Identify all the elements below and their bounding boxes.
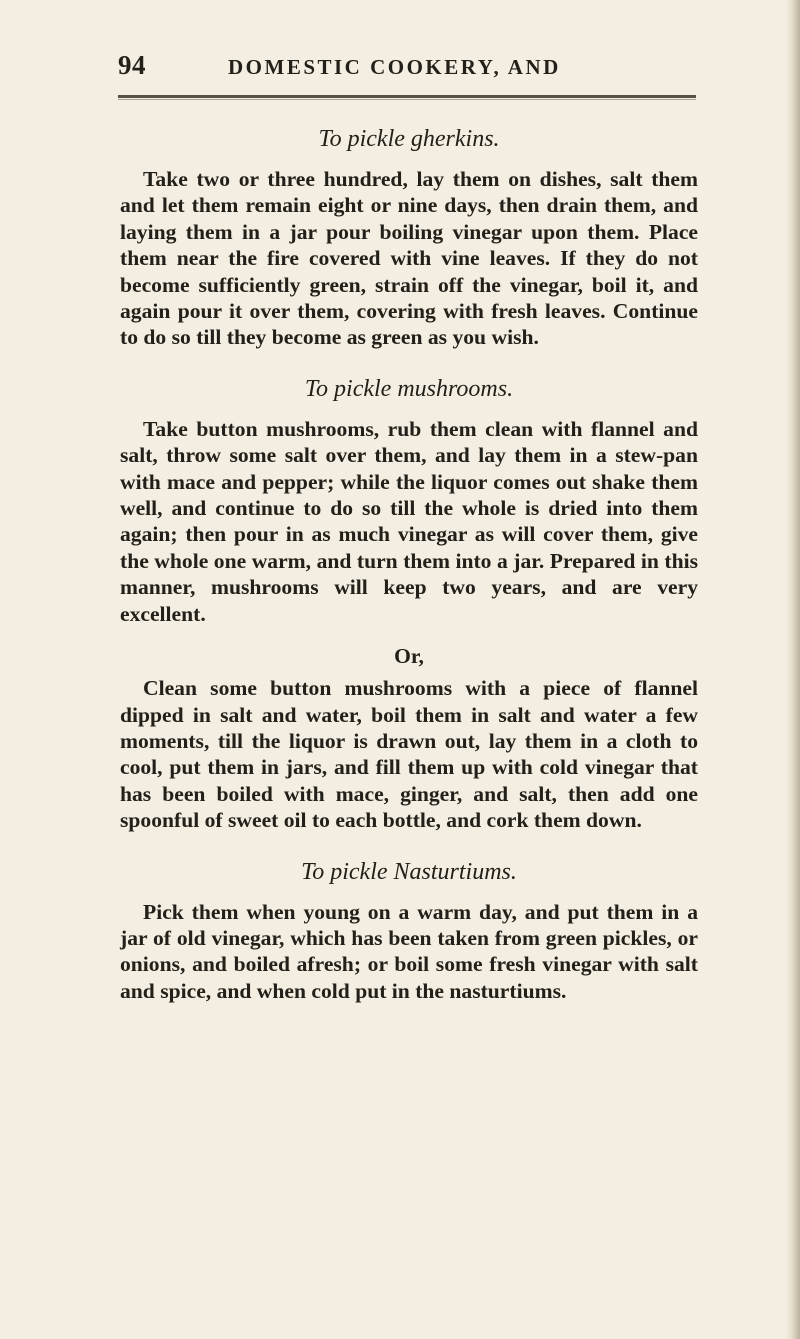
- recipe-text-nasturtiums: Pick them when young on a warm day, and put them in a jar of old vinegar, which has been taken from green pickles, or onions, and boiled afresh; or boil some fresh vinegar with salt and spice, and when cold put in the nasturtiums.: [120, 899, 698, 1003]
- recipe-title-gherkins: To pickle gherkins.: [318, 126, 500, 152]
- page-header: [118, 50, 638, 90]
- recipe-title-nasturtiums: To pickle Nasturtiums.: [301, 858, 517, 885]
- recipe-text-gherkins: Take two or three hundred, lay them on dishes, salt them and let them remain eight or nine days, then drain them, and laying them in a jar pour boiling vinegar upon them. Place them near the fire covered with vine leaves. If they do not become sufficiently green, strain off the vinegar, boil it, and again pour it over them, covering with fresh leaves. Continue to do so till they become as green as you wish.: [120, 167, 698, 350]
- running-head: DOMESTIC COOKERY, AND: [228, 55, 561, 79]
- page-content: [120, 124, 698, 1027]
- recipe-text-mushrooms-alt: Clean some button mushrooms with a piece of flannel dipped in salt and water, boil them in salt and water a few moments, till the liquor is drawn out, lay them in a cloth to cool, put them in jars, and fill them up with cold vinegar that has been boiled with mace, ginger, and salt, then add one spoonful of sweet oil to each bottle, and cork them down.: [120, 676, 698, 833]
- page-edge-shadow: [786, 0, 800, 1339]
- recipe-text-mushrooms: Take button mushrooms, rub them clean with flannel and salt, throw some salt over them, and lay them in a stew-pan with mace and pepper; while the liquor comes out shake them well, and continue to do so till the whole is dried into them again; then pour in as much vinegar as will cover them, give the whole one warm, and turn them into a jar. Prepared in this manner, mushrooms will keep two years, and are very excellent.: [120, 416, 698, 626]
- page-number: 94: [118, 50, 146, 80]
- header-rule: [118, 95, 696, 98]
- recipe-title-mushrooms: To pickle mushrooms.: [304, 375, 514, 402]
- alternative-label: Or,: [394, 644, 424, 669]
- header-rule-thin: [118, 99, 696, 100]
